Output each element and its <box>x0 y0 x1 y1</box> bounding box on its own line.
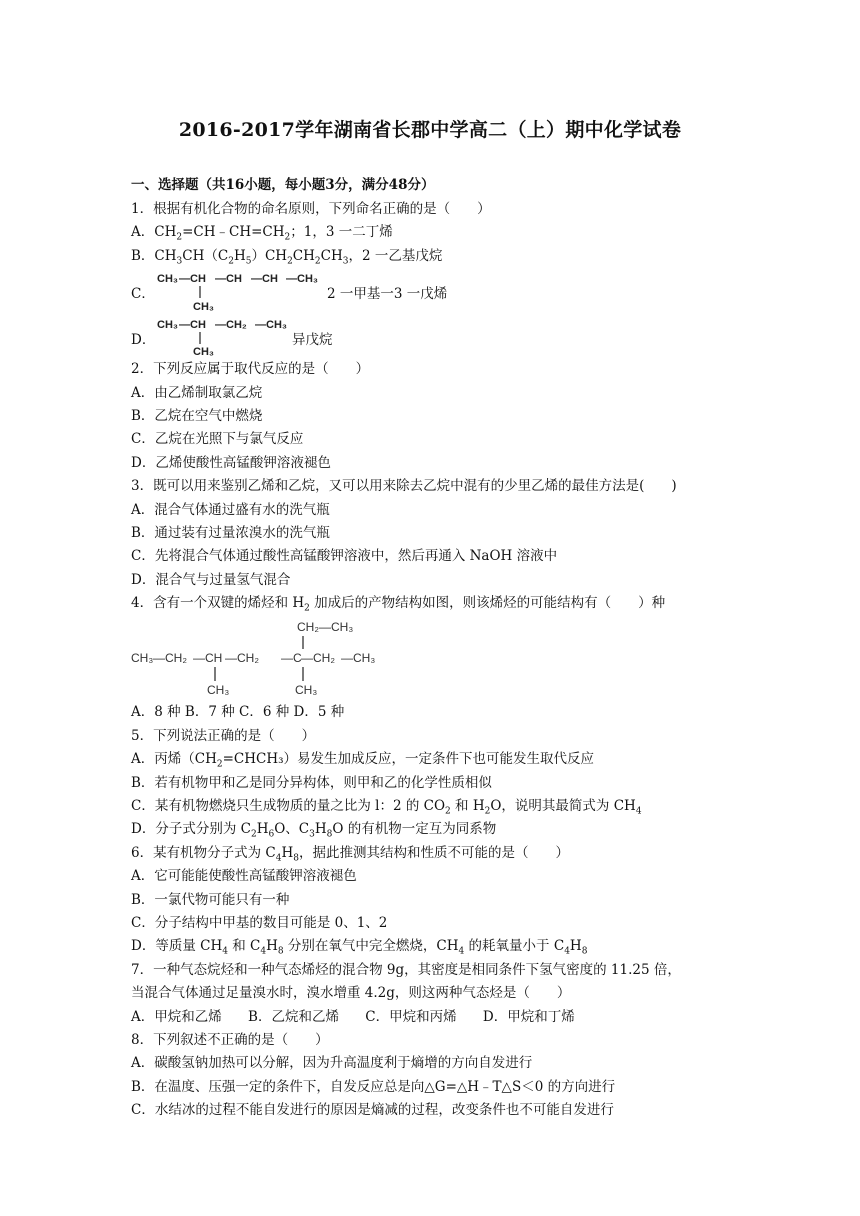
q2-option-b: B．乙烷在空气中燃烧 <box>131 407 263 424</box>
q3-option-a: A．混合气体通过盛有水的洗气瓶 <box>131 501 330 518</box>
q4-bottom-1: CH₃ <box>207 683 230 698</box>
q3-option-d: D．混合气与过量氢气混合 <box>131 571 291 588</box>
q4-main-6: —CH₃ <box>341 651 376 666</box>
q1-option-c: C． CH₃ —CH —CH —CH —CH₃ CH₃ 2 一甲基一3 一戊烯 <box>131 268 741 314</box>
q2-option-d: D．乙烯使酸性高锰酸钾溶液褪色 <box>131 454 331 471</box>
q4-structure <box>131 615 741 701</box>
page-title: 2016-2017学年湖南省长郡中学高二（上）期中化学试卷 <box>178 119 682 141</box>
q6-option-d: D．等质量 $CH_4$ 和 $C_4H_8$ 分别在氧气中完全燃烧，$CH_4$ 的耗氧量小于 $C_4H_8$ <box>131 938 588 958</box>
q2-stem: 2．下列反应属于取代反应的是（ ） <box>131 361 370 378</box>
q3-option-c: C．先将混合气体通过酸性高锰酸钾溶液中，然后再通入 NaOH 溶液中 <box>131 548 558 565</box>
q4-main-1: —CH₂ <box>153 651 187 666</box>
q1-option-a: A．$CH_2=CH﹣CH=CH_2$；1，3 一二丁烯 <box>131 224 393 244</box>
q1-c-main-2: —CH <box>215 273 242 286</box>
exam-content <box>131 176 741 1123</box>
q1-d-main-0: CH₃ <box>157 319 178 332</box>
q1-option-b: B．$CH_3CH(C_2H_5)CH_2CH_2CH_3$，2 一乙基戊烷 <box>131 247 443 267</box>
q1-d-branch: CH₃ <box>193 346 214 359</box>
q7-option-b: B．乙烷和乙烯 <box>248 1008 339 1025</box>
q7-option-a: A．甲烷和乙烯 <box>131 1008 222 1025</box>
q4-main-3: —CH₂ <box>225 651 259 666</box>
q8-stem: 8．下列叙述不正确的是（ ） <box>131 1031 329 1048</box>
q6-option-a: A．它可能能使酸性高锰酸钾溶液褪色 <box>131 868 357 885</box>
q6-option-c: C．分子结构中甲基的数目可能是 0、1、2 <box>131 914 388 931</box>
q1-option-d: D． CH₃ —CH —CH₂ —CH₃ CH₃ 异戊烷 <box>131 314 741 358</box>
q5-option-a: A．丙烯$(CH_2=CHCH_3)$易发生加成反应，一定条件下也可能发生取代反应 <box>131 751 595 770</box>
q7-option-d: D．甲烷和丁烯 <box>482 1008 575 1025</box>
q1-c-main-4: —CH₃ <box>286 273 318 286</box>
q1-c-main-1: —CH <box>179 273 206 286</box>
q5-option-c: C．某有机物燃烧只生成物质的量之比为 l：2 的 $CO_2$ 和 $H_2O$，说明其最简式为 $CH_4$ <box>131 798 642 817</box>
q1-d-name: 异戊烷 <box>292 332 333 349</box>
q8-option-c: C．水结冰的过程不能自发进行的原因是熵减的过程，改变条件也不可能自发进行 <box>131 1102 614 1119</box>
q2-option-c: C．乙烷在光照下与氯气反应 <box>131 431 304 448</box>
q4-stem: 4．含有一个双键的烯烃和 $H_2$ 加成后的产物结构如图，则该烯烃的可能结构有（ ）种 <box>131 595 666 614</box>
q4-main-5: —CH₂ <box>301 651 335 666</box>
q1-d-main-2: —CH₂ <box>215 319 247 332</box>
q3-option-b: B．通过装有过量浓溴水的洗气瓶 <box>131 524 330 541</box>
q4-main-0: CH₃ <box>131 651 154 666</box>
q1-c-main-3: —CH <box>251 273 278 286</box>
q8-option-b: B．在温度、压强一定的条件下，自发反应总是向△G=△H﹣T△S＜0 的方向进行 <box>131 1078 616 1095</box>
q1-d-main-3: —CH₃ <box>255 319 287 332</box>
q3-stem: 3．既可以用来鉴别乙烯和乙烷，又可以用来除去乙烷中混有的少里乙烯的最佳方法是( ) <box>131 478 677 495</box>
q7-stem-line-1: 7．一种气态烷烃和一种气态烯烃的混合物 9g，其密度是相同条件下氢气密度的 11.25 倍， <box>131 961 681 978</box>
q4-options: A．8 种 B．7 种 C．6 种 D．5 种 <box>131 704 345 721</box>
q8-option-a: A．碳酸氢钠加热可以分解，因为升高温度利于熵增的方向自发进行 <box>131 1055 533 1072</box>
q1-stem: 1．根据有机化合物的命名原则，下列命名正确的是（ ） <box>131 201 491 217</box>
q7-stem-line-2: 当混合气体通过足量溴水时，溴水增重 4.2g，则这两种气态烃是（ ） <box>131 985 571 1002</box>
q5-option-b: B．若有机物甲和乙是同分异构体，则甲和乙的化学性质相似 <box>131 774 492 791</box>
q1-d-main-1: —CH <box>179 319 206 332</box>
q1-c-name: 2 一甲基一3 一戊烯 <box>327 286 448 303</box>
q6-stem: 6．某有机物分子式为 $C_4H_8$，据此推测其结构和性质不可能的是（ ） <box>131 844 569 864</box>
q1-c-main-0: CH₃ <box>157 273 178 286</box>
q5-stem: 5．下列说法正确的是（ ） <box>131 727 316 744</box>
q4-main-4: —C <box>281 651 302 666</box>
q7-options <box>131 1006 741 1029</box>
q6-option-b: B．一氯代物可能只有一种 <box>131 891 290 908</box>
q4-top-group: CH₂—CH₃ <box>297 620 354 635</box>
q4-bottom-2: CH₃ <box>295 683 318 698</box>
q7-option-c: C．甲烷和丙烯 <box>365 1008 457 1025</box>
q1-c-branch: CH₃ <box>193 301 214 314</box>
q1-c-structure <box>155 268 325 314</box>
q5-option-d: D．分子式分别为 $C_2H_6O$、$C_3H_8O$ 的有机物一定互为同系物 <box>131 821 497 841</box>
q1-d-structure <box>155 314 295 358</box>
section-heading: 一、选择题（共16小题，每小题3分，满分48分） <box>131 177 435 193</box>
q2-option-a: A．由乙烯制取氯乙烷 <box>131 384 263 401</box>
q4-main-2: —CH <box>193 651 223 666</box>
